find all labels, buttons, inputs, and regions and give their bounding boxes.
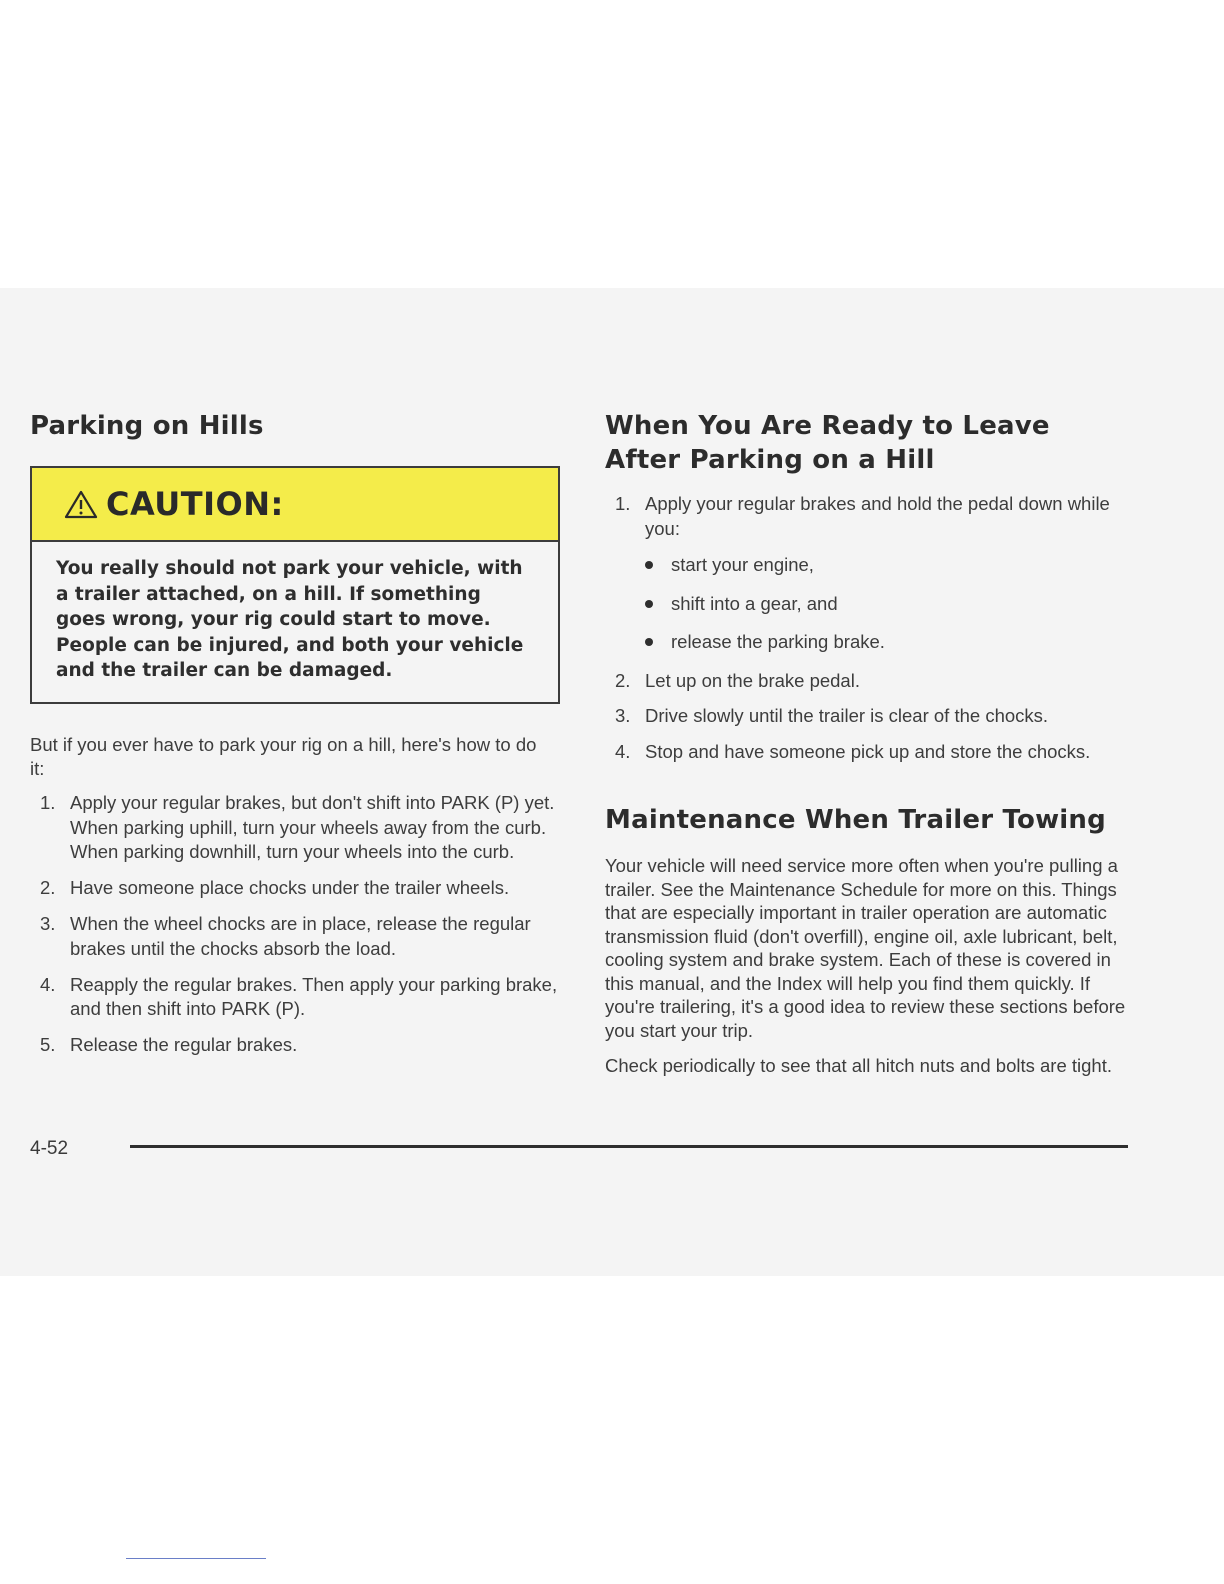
list-item: 3. Drive slowly until the trailer is clear of the chocks.: [615, 705, 1049, 726]
bullet-list: [645, 553, 1133, 655]
caution-box: [30, 466, 560, 704]
list-item: 4. Stop and have someone pick up and store the chocks.: [615, 740, 1091, 762]
caution-text: You really should not park your vehicle, with a trailer attached, on a hill. If something goes wrong, your rig could start to move. People can be injured, and both your vehicle and the trailer can be damaged.: [56, 558, 524, 681]
section-heading-parking-on-hills: Parking on Hills: [30, 411, 264, 441]
caution-header: [32, 468, 558, 542]
list-item: 2. Have someone place chocks under the trailer wheels.: [40, 877, 510, 898]
caution-title: CAUTION:: [106, 485, 284, 523]
manual-page: [0, 288, 1224, 1276]
parking-steps-list: [30, 791, 562, 1069]
list-item: 2. Let up on the brake pedal.: [615, 669, 860, 691]
bullet-icon: [645, 600, 653, 608]
list-item: 3. When the wheel chocks are in place, release the regular brakes until the chocks absorb the load.: [40, 913, 531, 959]
bullet-icon: [645, 561, 653, 569]
maintenance-paragraph: Check periodically to see that all hitch nuts and bolts are tight.: [605, 1055, 1112, 1076]
bottom-divider: [126, 1558, 266, 1559]
footer-divider: [130, 1145, 1128, 1148]
intro-paragraph: But if you ever have to park your rig on a hill, here's how to do it:: [30, 734, 537, 779]
bullet-icon: [645, 638, 653, 646]
page-number: 4-52: [30, 1138, 69, 1159]
bullet-item: shift into a gear, and: [645, 592, 1133, 617]
maintenance-body: [605, 854, 1133, 1078]
list-item: 4. Reapply the regular brakes. Then apply your parking brake, and then shift into PARK (P).: [40, 973, 558, 1019]
section-heading-leaving-hill: When You Are Ready to Leave After Parking on a Hill: [605, 411, 1050, 475]
list-item: 1. Apply your regular brakes and hold the pedal down while you: start your engine, shift into a gear, and release the parking brake.: [605, 492, 1133, 655]
maintenance-paragraph: Your vehicle will need service more often when you're pulling a trailer. See the Maintenance Schedule for more on this. Things that are especially important in trailer operation are automatic transmission fluid (don't overfill), engine oil, axle lubricant, belt, cooling system and brake system. Each of these is covered in this manual, and the Index will help you find them quickly. If you're trailering, it's a good idea to review these sections before you start your trip.: [605, 855, 1126, 1041]
warning-triangle-icon: [64, 489, 98, 519]
bullet-item: release the parking brake.: [645, 630, 1133, 655]
section-heading-maintenance: Maintenance When Trailer Towing: [605, 805, 1106, 835]
leaving-steps-list: [605, 492, 1133, 775]
list-item: 1. Apply your regular brakes, but don't shift into PARK (P) yet. When parking uphill, turn your wheels away from the curb. When parking downhill, turn your wheels into the curb.: [40, 792, 555, 862]
bullet-item: start your engine,: [645, 553, 1133, 578]
list-item: 5. Release the regular brakes.: [40, 1034, 298, 1055]
